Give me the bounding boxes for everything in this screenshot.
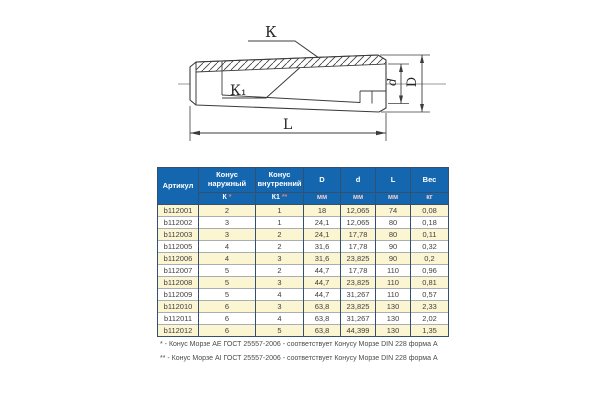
outer-taper-label: К — [265, 23, 277, 41]
col-header-1: Конус наружный — [199, 168, 256, 193]
value-cell: 24,1 — [304, 229, 341, 241]
value-cell: 2,33 — [411, 301, 449, 313]
col-subheader-6: кг — [411, 193, 449, 205]
value-cell: 1 — [256, 205, 304, 217]
big-d-arrow-bottom — [420, 104, 424, 112]
value-cell: 0,96 — [411, 265, 449, 277]
value-cell: 3 — [199, 217, 256, 229]
value-cell: 0,08 — [411, 205, 449, 217]
table-row — [158, 205, 449, 217]
spec-table-header — [158, 168, 449, 205]
value-cell: 63,8 — [304, 325, 341, 337]
value-cell: 3 — [256, 253, 304, 265]
value-cell: 2 — [199, 205, 256, 217]
value-cell: 23,825 — [341, 253, 376, 265]
table-row — [158, 277, 449, 289]
value-cell: 17,78 — [341, 229, 376, 241]
value-cell: 12,065 — [341, 205, 376, 217]
value-cell: 3 — [256, 301, 304, 313]
value-cell: 90 — [376, 241, 411, 253]
article-cell: b112010 — [158, 301, 199, 313]
value-cell: 3 — [256, 277, 304, 289]
value-cell: 0,57 — [411, 289, 449, 301]
col-subheader-3: мм — [304, 193, 341, 205]
value-cell: 23,825 — [341, 277, 376, 289]
value-cell: 0,81 — [411, 277, 449, 289]
value-cell: 80 — [376, 217, 411, 229]
value-cell: 1 — [256, 217, 304, 229]
value-cell: 63,8 — [304, 313, 341, 325]
value-cell: 3 — [199, 229, 256, 241]
article-cell: b112012 — [158, 325, 199, 337]
value-cell: 130 — [376, 325, 411, 337]
article-cell: b112007 — [158, 265, 199, 277]
value-cell: 31,267 — [341, 313, 376, 325]
col-header-3: D — [304, 168, 341, 193]
value-cell: 18 — [304, 205, 341, 217]
col-header-4: d — [341, 168, 376, 193]
article-cell: b112009 — [158, 289, 199, 301]
table-row — [158, 241, 449, 253]
value-cell: 31,267 — [341, 289, 376, 301]
table-row — [158, 265, 449, 277]
value-cell: 44,399 — [341, 325, 376, 337]
d-arrow-bottom — [399, 96, 403, 104]
value-cell: 44,7 — [304, 265, 341, 277]
l-arrow-right — [376, 131, 386, 135]
value-cell: 2 — [256, 241, 304, 253]
spec-table-body — [158, 205, 449, 337]
l-arrow-left — [190, 131, 200, 135]
article-cell: b112003 — [158, 229, 199, 241]
value-cell: 1,35 — [411, 325, 449, 337]
col-header-6: Вес — [411, 168, 449, 193]
value-cell: 5 — [199, 265, 256, 277]
value-cell: 5 — [199, 289, 256, 301]
value-cell: 0,18 — [411, 217, 449, 229]
spec-table — [157, 167, 449, 337]
small-diameter-label: d — [385, 78, 399, 86]
inner-taper-label: К₁ — [230, 83, 247, 99]
col-header-5: L — [376, 168, 411, 193]
outer-taper-leader — [248, 41, 318, 57]
value-cell: 110 — [376, 277, 411, 289]
value-cell: 6 — [199, 325, 256, 337]
value-cell: 4 — [199, 241, 256, 253]
value-cell: 110 — [376, 265, 411, 277]
article-cell: b112005 — [158, 241, 199, 253]
table-row — [158, 217, 449, 229]
value-cell: 6 — [199, 301, 256, 313]
value-cell: 23,825 — [341, 301, 376, 313]
value-cell: 2 — [256, 265, 304, 277]
value-cell: 80 — [376, 229, 411, 241]
value-cell: 130 — [376, 313, 411, 325]
value-cell: 0,32 — [411, 241, 449, 253]
value-cell: 4 — [256, 313, 304, 325]
value-cell: 130 — [376, 301, 411, 313]
value-cell: 74 — [376, 205, 411, 217]
value-cell: 31,6 — [304, 253, 341, 265]
col-subheader-2: К1 ** — [256, 193, 304, 205]
value-cell: 2 — [256, 229, 304, 241]
value-cell: 5 — [199, 277, 256, 289]
value-cell: 17,78 — [341, 241, 376, 253]
value-cell: 0,11 — [411, 229, 449, 241]
value-cell: 0,2 — [411, 253, 449, 265]
value-cell: 110 — [376, 289, 411, 301]
table-row — [158, 253, 449, 265]
col-subheader-1: К * — [199, 193, 256, 205]
value-cell: 2,02 — [411, 313, 449, 325]
col-subheader-5: мм — [376, 193, 411, 205]
col-subheader-4: мм — [341, 193, 376, 205]
table-row — [158, 229, 449, 241]
table-row — [158, 289, 449, 301]
technical-drawing — [0, 0, 600, 162]
value-cell: 12,065 — [341, 217, 376, 229]
footnote-inner-cone: ** - Конус Морзе AI ГОСТ 25557-2006 - соответствует Конусу Морзе DIN 228 форма А — [160, 355, 438, 362]
article-cell: b112001 — [158, 205, 199, 217]
col-header-0: Артикул — [158, 168, 199, 205]
article-cell: b112008 — [158, 277, 199, 289]
value-cell: 6 — [199, 313, 256, 325]
footnotes-block — [160, 338, 438, 366]
value-cell: 17,78 — [341, 265, 376, 277]
value-cell: 4 — [199, 253, 256, 265]
col-header-2: Конус внутренний — [256, 168, 304, 193]
article-cell: b112011 — [158, 313, 199, 325]
article-cell: b112002 — [158, 217, 199, 229]
length-dim-label: L — [283, 117, 293, 133]
table-row — [158, 301, 449, 313]
d-arrow-top — [399, 64, 403, 72]
value-cell: 31,6 — [304, 241, 341, 253]
article-cell: b112006 — [158, 253, 199, 265]
value-cell: 4 — [256, 289, 304, 301]
value-cell: 5 — [256, 325, 304, 337]
big-d-arrow-top — [420, 55, 424, 63]
table-row — [158, 325, 449, 337]
value-cell: 44,7 — [304, 289, 341, 301]
value-cell: 63,8 — [304, 301, 341, 313]
footnote-outer-cone: * - Конус Морзе AE ГОСТ 25557-2006 - соответствует Конусу Морзе DIN 228 форма А — [160, 341, 438, 348]
value-cell: 24,1 — [304, 217, 341, 229]
value-cell: 44,7 — [304, 277, 341, 289]
big-diameter-label: D — [405, 76, 420, 88]
value-cell: 90 — [376, 253, 411, 265]
table-row — [158, 313, 449, 325]
